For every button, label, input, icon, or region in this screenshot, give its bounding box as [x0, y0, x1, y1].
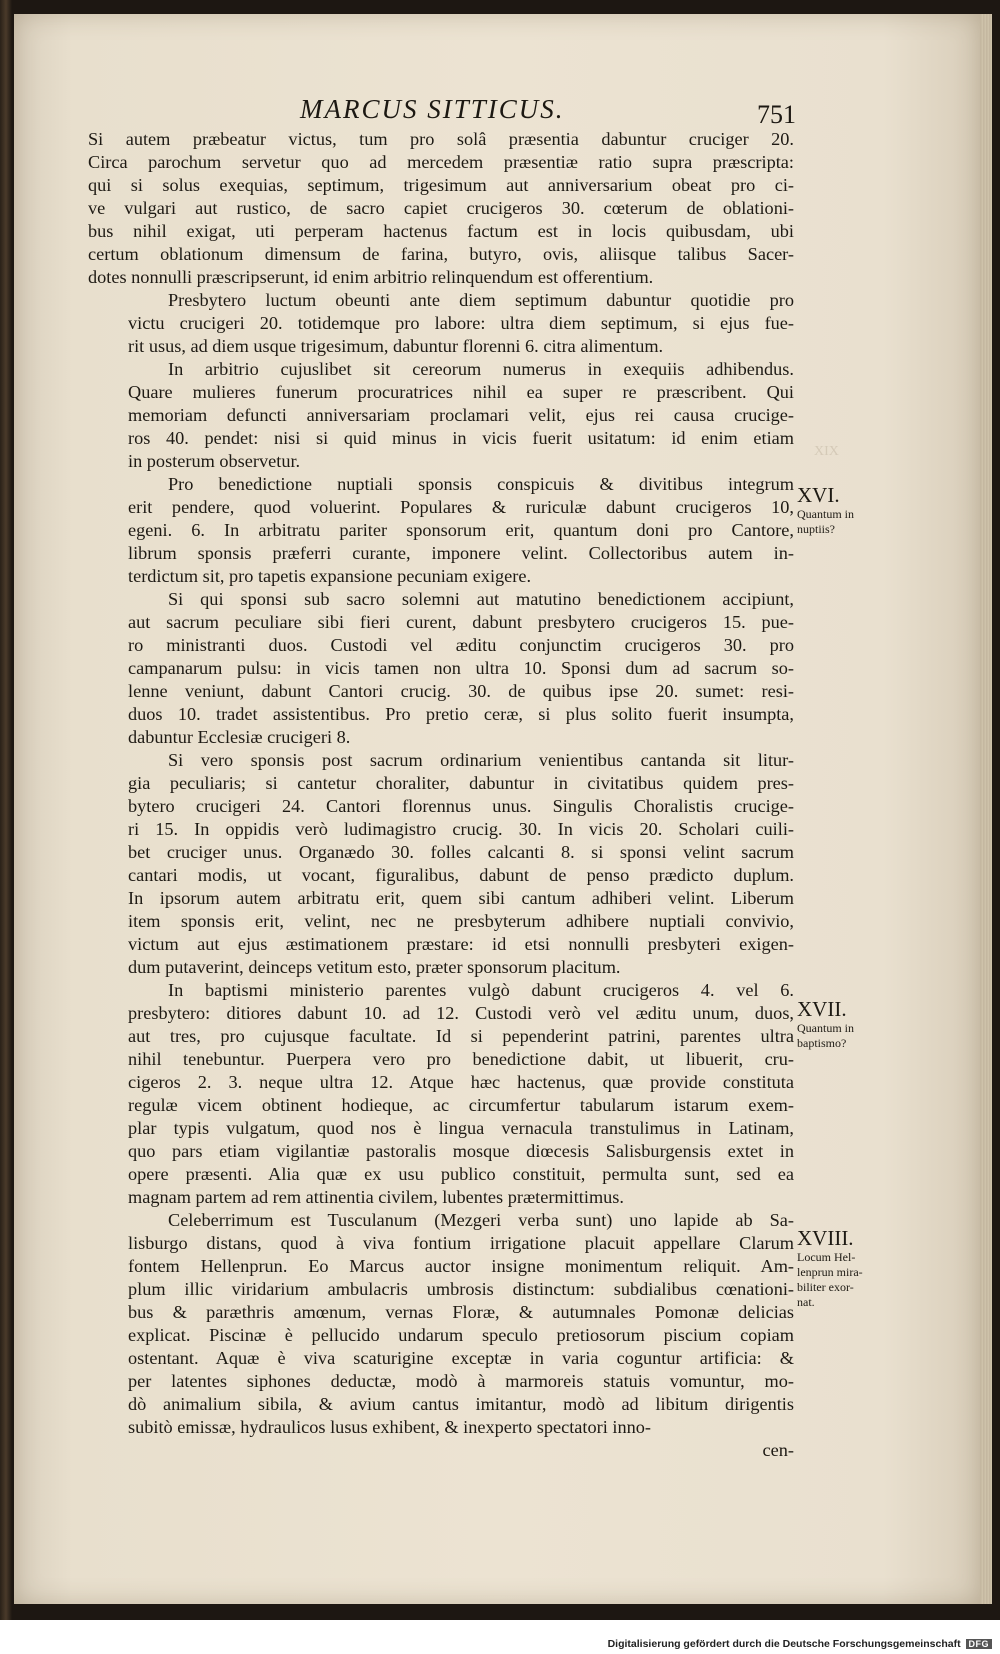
page-stack-edge [980, 14, 992, 1604]
text-line: per latentes siphones deductæ, modò à marmoreis statuis vomuntur, mo- [128, 1371, 794, 1391]
text-line: certum oblationum dimensum de farina, butyro, ovis, aliisque talibus Sacer- [88, 244, 794, 264]
text-line: cigeros 2. 3. neque ultra 12. Atque hæc hactenus, quæ provide constituta [128, 1072, 794, 1092]
margin-note-gloss: Quantum in [797, 507, 854, 521]
body-text [88, 128, 794, 1462]
paragraph [88, 473, 794, 588]
text-line: nihil tenebuntur. Puerpera vero pro benedictione dabit, ut libuerit, cru- [128, 1049, 794, 1069]
text-line: opere præsenti. Alia quæ ex usu publico constituit, permulta sunt, sed ea [128, 1164, 794, 1184]
text-line: Pro benedictione nuptiali sponsis conspicuis & divitibus integrum [168, 474, 794, 494]
margin-note-gloss: nat. [797, 1295, 815, 1309]
text-line: In ipsorum autem arbitratu erit, quem sibi cantum adhiberi velint. Liberum [128, 888, 794, 908]
text-line: Circa parochum servetur quo ad mercedem præsentiæ ratio supra præscripta: [88, 152, 794, 172]
text-line: plar typis vulgatum, quod nos è lingua vernacula transtulimus in Latinam, [128, 1118, 794, 1138]
text-line: plum illic viridarium ambulacris umbrosis distinctum: subdialibus cœnationi- [128, 1279, 794, 1299]
text-line: egeni. 6. In arbitratu pariter sponsorum erit, quantum doni pro Cantore, [128, 520, 794, 540]
text-line: lenne veniunt, dabunt Cantori crucig. 30. de quibus ipse 20. sumet: resi- [128, 681, 794, 701]
margin-note-gloss: biliter exor- [797, 1280, 854, 1294]
text-line: gia peculiaris; si cantetur choraliter, dabuntur in civitatibus quidem pres- [128, 773, 794, 793]
text-line: victu crucigeri 20. totidemque pro labore: ultra diem septimum, si ejus fue- [128, 313, 794, 333]
text-line: Si qui sponsi sub sacro solemni aut matutino benedictionem accipiunt, [168, 589, 794, 609]
text-line: In arbitrio cujuslibet sit cereorum numerus in exequiis adhibendus. [168, 359, 794, 379]
text-line: Si vero sponsis post sacrum ordinarium venientibus cantanda sit litur- [168, 750, 794, 770]
text-line: dum putaverint, deinceps vetitum esto, præter sponsorum placitum. [128, 957, 621, 977]
text-line: campanarum pulsu: in vicis tamen non ultra 10. Sponsi dum ad sacrum so- [128, 658, 794, 678]
text-line: presbytero: ditiores dabunt 10. ad 12. Custodi verò vel æditu unum, duos, [128, 1003, 794, 1023]
text-line: quo pars etiam vigilantiæ pastoralis mosque diœcesis Salisburgensis extet in [128, 1141, 794, 1161]
margin-note [797, 997, 882, 1051]
text-line: qui si solus exequias, septimum, trigesimum aut anniversarium obeat pro ci- [88, 175, 794, 195]
text-line: aut sacrum peculiare sibi fieri curent, dabunt presbytero crucigeros 15. pue- [128, 612, 794, 632]
text-line: fontem Hellenprun. Eo Marcus auctor insigne monimentum reliquit. Am- [128, 1256, 794, 1276]
dfg-logo: DFG [966, 1639, 993, 1649]
page-number: 751 [757, 100, 796, 129]
text-line: Presbytero luctum obeunti ante diem septimum dabuntur quotidie pro [168, 290, 794, 310]
margin-note-gloss: nuptiis? [797, 522, 835, 536]
paragraph [88, 588, 794, 749]
text-line: lisburgo distans, quod à viva fontium irrigatione placuit appellare Clarum [128, 1233, 794, 1253]
footer-credit-text: Digitalisierung gefördert durch die Deutsche Forschungsgemeinschaft [607, 1638, 961, 1650]
bleed-through-mark: XIX [814, 444, 839, 459]
text-line: duos 10. tradet assistentibus. Pro pretio ceræ, si plus solito fuerit insumpta, [128, 704, 794, 724]
text-line: Si autem præbeatur victus, tum pro solâ præsentia dabuntur cruciger 20. [88, 129, 794, 149]
text-line: bytero crucigeri 24. Cantori florennus unus. Singulis Choralistis crucige- [128, 796, 794, 816]
margin-note-gloss: baptismo? [797, 1036, 847, 1050]
text-line: ro ministranti duos. Custodi vel æditu conjunctim crucigeros 30. pro [128, 635, 794, 655]
paragraph [88, 128, 794, 289]
margin-note-number: XVIII. [797, 1226, 854, 1250]
paragraph [88, 358, 794, 473]
paragraph [88, 749, 794, 979]
text-line: magnam partem ad rem attinentia civilem, lubentes prætermittimus. [128, 1187, 624, 1207]
catchword: cen- [762, 1440, 794, 1460]
footer-credit [608, 1638, 992, 1650]
text-line: victum aut ejus æstimationem præstare: id etsi nonnulli presbyteri exigen- [128, 934, 794, 954]
text-line: aut tres, pro cujusque facultate. Id si pependerint patrini, parentes ultra [128, 1026, 794, 1046]
text-line: dotes nonnulli præscripserunt, id enim arbitrio relinquendum est offerentium. [88, 267, 654, 287]
text-line: ve vulgari aut rustico, de sacro capiet crucigeros 30. cœterum de oblationi- [88, 198, 794, 218]
margin-note-gloss: Locum Hel- [797, 1250, 856, 1264]
text-line: memoriam defuncti anniversariam proclamari velit, ejus rei causa crucige- [128, 405, 794, 425]
text-line: dabuntur Ecclesiæ crucigeri 8. [128, 727, 351, 747]
text-line: in posterum observetur. [128, 451, 301, 471]
text-line: In baptismi ministerio parentes vulgò dabunt crucigeros 4. vel 6. [168, 980, 794, 1000]
text-line: Celeberrimum est Tusculanum (Mezgeri verba sunt) uno lapide ab Sa- [168, 1210, 794, 1230]
running-head: MARCUS SITTICUS. [300, 94, 565, 124]
text-line: subitò emissæ, hydraulicos lusus exhibent, & inexperto spectatori inno- [128, 1417, 651, 1437]
text-line: bet cruciger unus. Organædo 30. folles calcanti 8. si sponsi velint sacrum [128, 842, 794, 862]
text-line: cantari modis, ut vocant, figuralibus, dabunt de penso prædicto duplum. [128, 865, 794, 885]
text-line: erit pendere, quod voluerint. Populares & ruriculæ dabunt crucigeros 10, [128, 497, 794, 517]
text-line: librum sponsis præferri curante, imponere velint. Collectoribus autem in- [128, 543, 794, 563]
text-line: bus nihil exigat, uti perperam hactenus factum est in locis quibusdam, ubi [88, 221, 794, 241]
text-line: item sponsis erit, velint, nec ne presbyterum adhibere nuptiali convivio, [128, 911, 794, 931]
margin-note [797, 483, 882, 537]
paragraph [88, 979, 794, 1209]
text-line: terdictum sit, pro tapetis expansione pecuniam exigere. [128, 566, 532, 586]
text-line: ros 40. pendet: nisi si quid minus in vicis fuerit usitatum: id enim etiam [128, 428, 794, 448]
margin-note [797, 1226, 882, 1310]
margin-note-number: XVI. [797, 483, 840, 507]
text-line: Quare mulieres funerum procuratrices nihil ea super re præscribent. Qui [128, 382, 794, 402]
margin-note-gloss: Quantum in [797, 1021, 854, 1035]
text-line: bus & paræthris amœnum, vernas Floræ, & autumnales Pomonæ delicias [128, 1302, 794, 1322]
text-line: rit usus, ad diem usque trigesimum, dabuntur florenni 6. citra alimentum. [128, 336, 664, 356]
margin-note-number: XVII. [797, 997, 847, 1021]
paragraph [88, 1209, 794, 1439]
paragraph [88, 289, 794, 358]
text-line: explicat. Piscinæ è pellucido undarum speculo pretiosorum piscium copiam [128, 1325, 794, 1345]
text-line: dò animalium sibila, & avium cantus imitantur, modò ad libitum dirigentis [128, 1394, 794, 1414]
text-line: ri 15. In oppidis verò ludimagistro crucig. 30. In vicis 20. Scholari cuili- [128, 819, 794, 839]
text-line: regulæ vicem obtinent hodieque, ac circumfertur tabularum istarum exem- [128, 1095, 794, 1115]
text-line: ostentant. Aquæ è viva scaturigine exceptæ in varia coguntur artificia: & [128, 1348, 794, 1368]
margin-note-gloss: lenprun mira- [797, 1265, 863, 1279]
